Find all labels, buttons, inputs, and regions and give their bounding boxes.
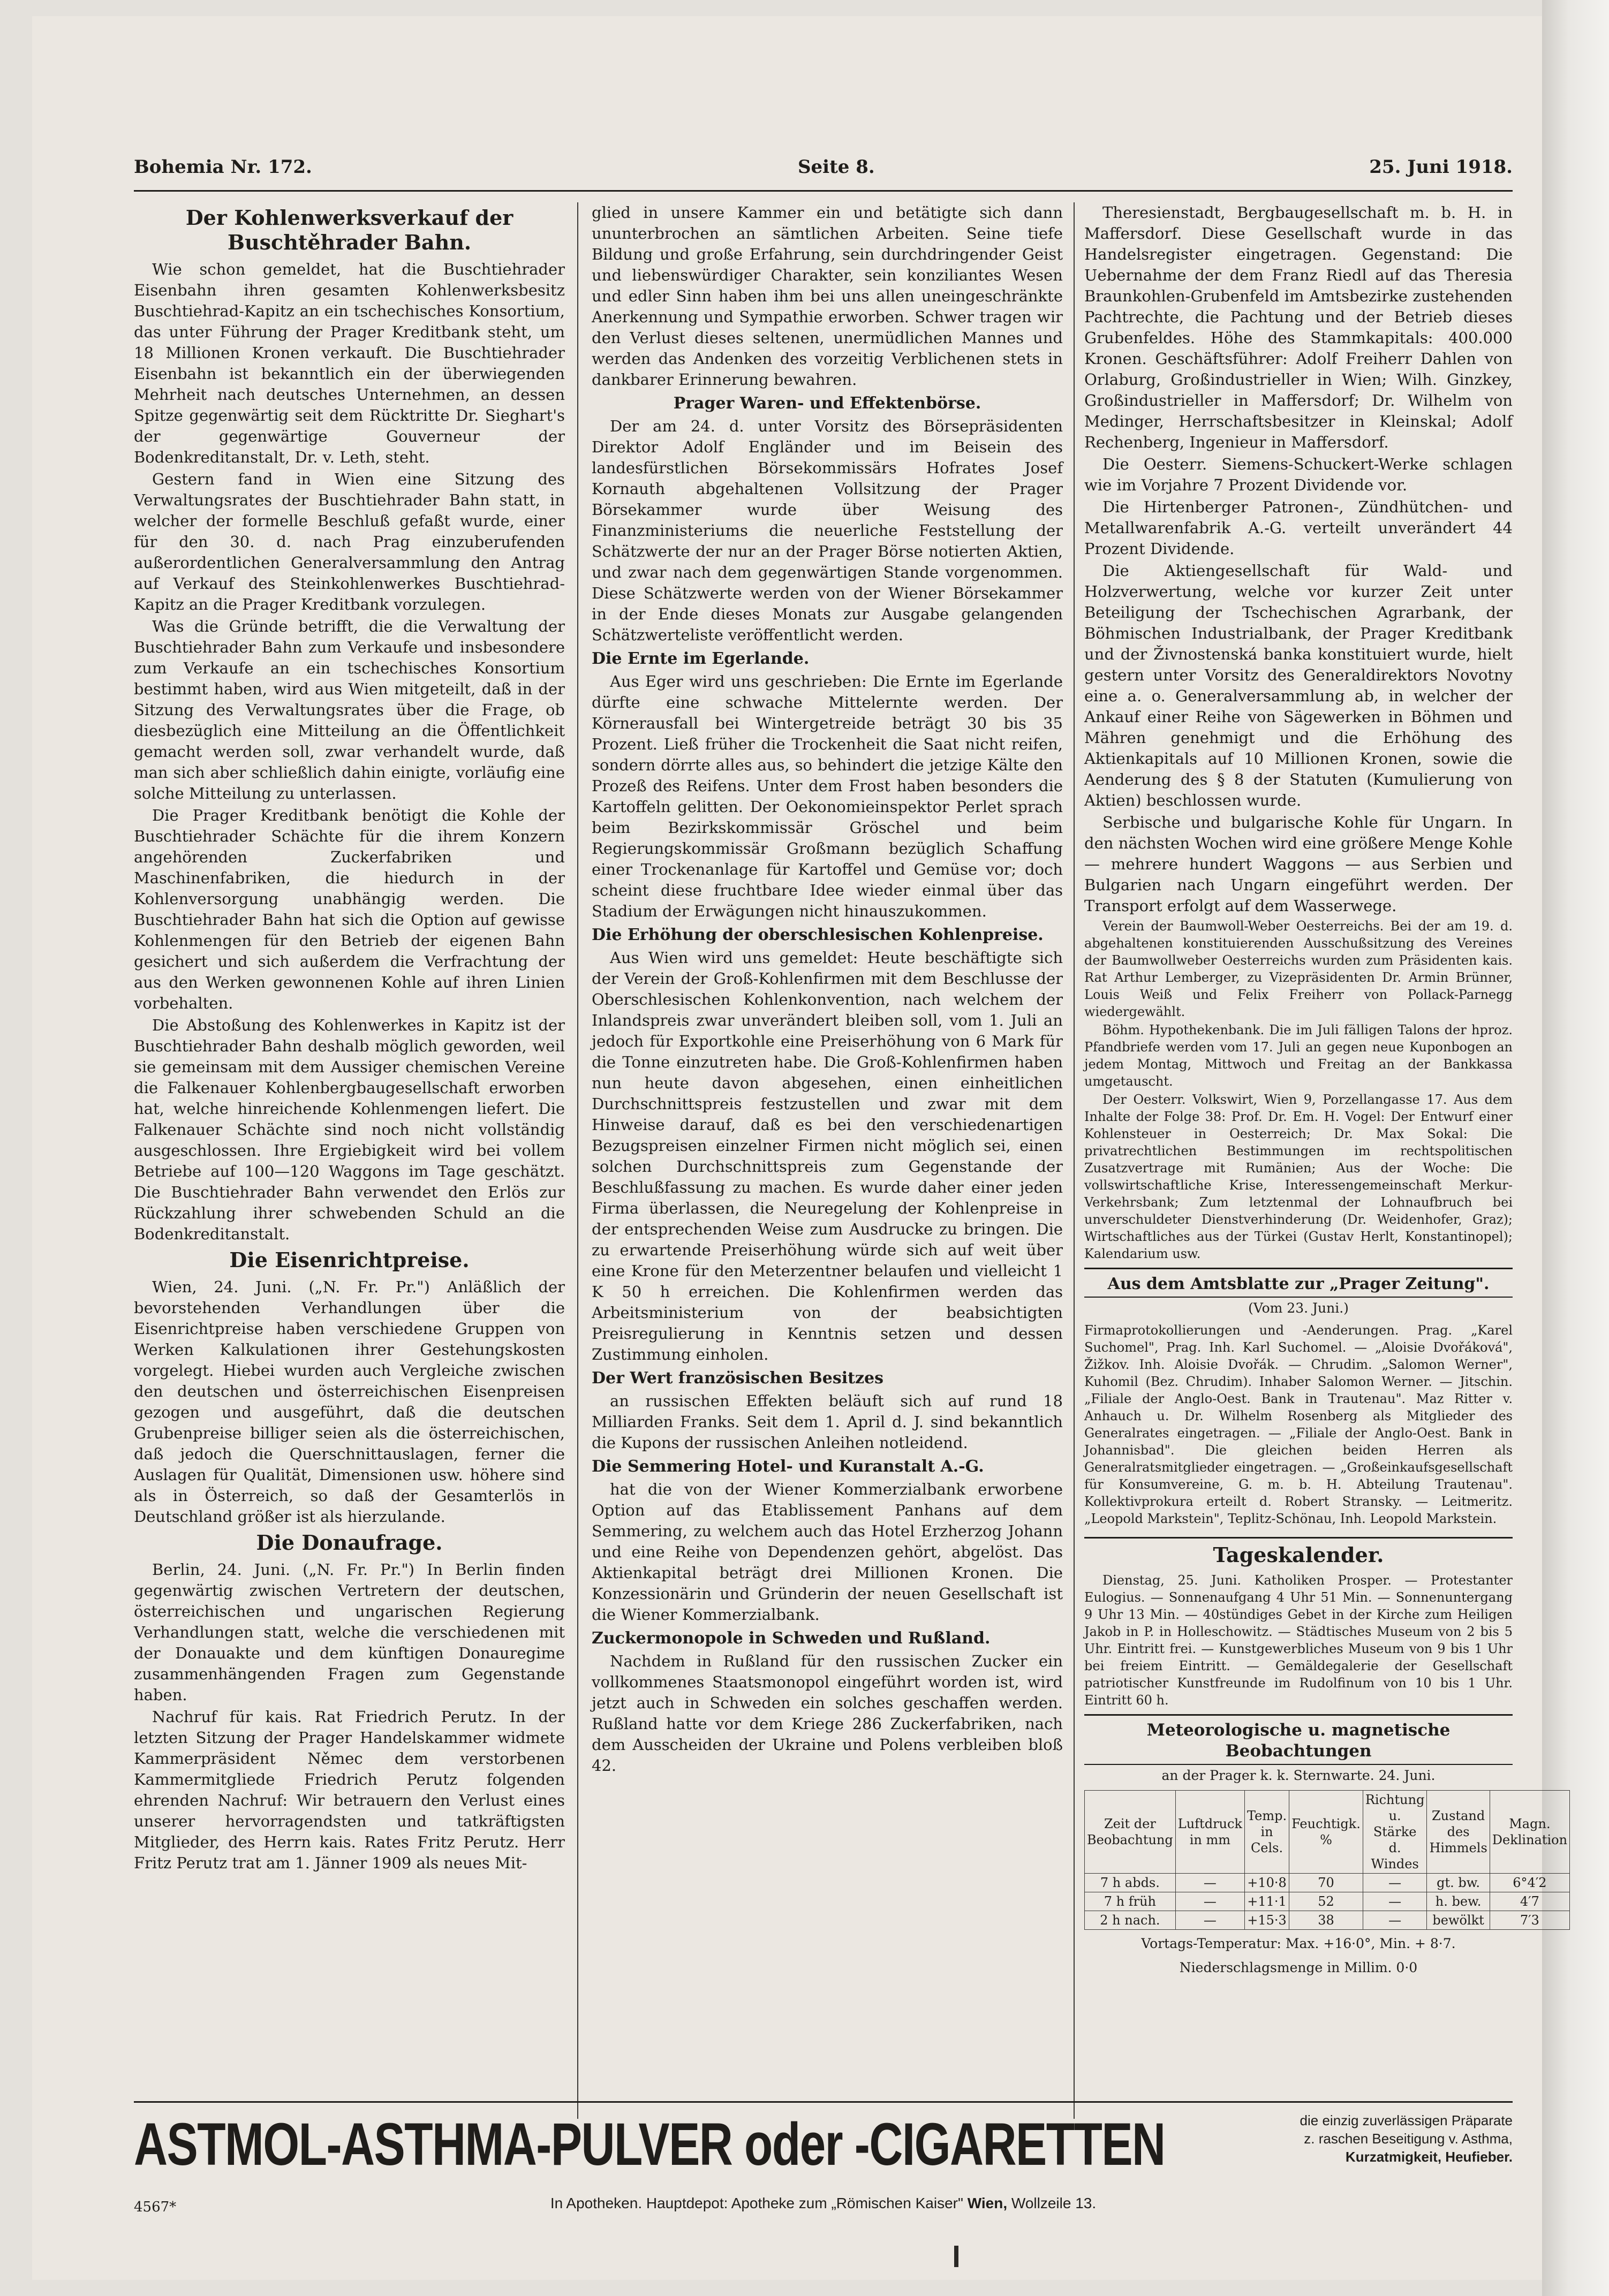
- notice-paragraph: Verein der Baumwoll-Weber Oesterreichs. Bei der am 19. d. abgehaltenen konstituierenden Ausschußsitzung des Vereines der Baumwollweber Oesterreichs wurden zum Präsidenten kais. Rat Arthur Lemberger, zu Vizepräsidenten Dr. Armin Brünner, Louis Weiß und Felix Freiherr von Pollack-Parnegg wiedergewählt.: [1084, 919, 1513, 1019]
- weather-cell: —: [1363, 1892, 1427, 1911]
- weather-cell: 7 h früh: [1085, 1892, 1176, 1911]
- article-heading: Die Erhöhung der oberschlesischen Kohlenpreise.: [592, 926, 1044, 944]
- ad-footer: [134, 2195, 1513, 2212]
- weather-row: [1085, 1874, 1570, 1892]
- ad-footer-city: Wien,: [967, 2195, 1008, 2211]
- weather-cell: 38: [1289, 1911, 1363, 1930]
- article-paragraph: glied in unsere Kammer ein und betätigte sich dann ununterbrochen an sämtlichen Arbeiten. Seine tiefe Bildung und große Erfahrung, sein durchdringender Geist und liebenswürdiger Charakter, sein konziliantes Wesen und edler Sinn haben ihm bei uns allen uneingeschränkte Anerkennung und Sympathie erworben. Schwer tragen wir den Verlust dieses seltenen, unermüdlichen Mannes und werden das Andenken des vorzeitig Verblichenen stets in dankbarer Erinnerung bewahren.: [592, 203, 1063, 389]
- weather-cell: —: [1175, 1911, 1244, 1930]
- weather-cell: 52: [1289, 1892, 1363, 1911]
- day-calendar-text: Dienstag, 25. Juni. Katholiken Prosper. — Protestanter Eulogius. — Sonnenaufgang 4 Uhr 51 Min. — Sonnenuntergang 9 Uhr 13 Min. — 40stündiges Gebet in der Kirche zum Heiligen Jakob in P. in Holleschowitz. — Städtisches Museum von 2 bis 5 Uhr. Eintritt frei. — Kunstgewerbliches Museum von 9 bis 1 Uhr bei freiem Eintritt. — Gemäldegalerie der Gesellschaft patriotischer Kunstfreunde im Rudolfinum von 10 bis 1 Uhr. Eintritt 60 h.: [1084, 1573, 1513, 1708]
- weather-cell: gt. bw.: [1427, 1874, 1490, 1892]
- header-page-number: Seite 8.: [798, 156, 875, 178]
- weather-table: [1084, 1790, 1570, 1930]
- weather-cell: 7′3: [1490, 1911, 1569, 1930]
- column-divider: [1074, 202, 1075, 2119]
- official-gazette-title: Aus dem Amtsblatte zur „Prager Zeitung".: [1084, 1268, 1513, 1298]
- column-2: [592, 202, 1063, 2119]
- header-rule: [134, 190, 1513, 192]
- ad-footer-text: In Apotheken. Hauptdepot: Apotheke zum „Römischen Kaiser": [550, 2195, 963, 2211]
- ad-footer-address: Wollzeile 13.: [1011, 2195, 1097, 2211]
- article-paragraph: Der am 24. d. unter Vorsitz des Börsepräsidenten Direktor Adolf Engländer und im Beisein des landesfürstlichen Börsekommissärs Hofrates Josef Kornauth abgehaltenen Vollsitzung der Prager Börsekammer wurde über Weisung des Finanzministeriums die neuerliche Feststellung der Schätzwerte der nur an der Prager Börse notierten Aktien, und zwar nach dem gegenwärtigen Stande vorgenommen. Diese Schätzwerte werden von der Wiener Börsekammer in der Ende dieses Monats zur Ausgabe gelangenden Schätzwerteliste veröffentlicht werden.: [592, 417, 1063, 644]
- article-title: Die Eisenrichtpreise.: [229, 1248, 470, 1272]
- column-3: [1084, 202, 1568, 2119]
- weather-header-cell: Magn. Deklination: [1490, 1791, 1569, 1874]
- article-paragraph: Die Prager Kreditbank benötigt die Kohle der Buschtiehrader Schächte für die ihrem Konzern angehörenden Zuckerfabriken und Maschinenfabriken, die hiedurch in der Kohlenversorgung unabhängig werden. Die Buschtiehrader Bahn hat sich die Option auf gewisse Kohlenmengen für den Betrieb der eigenen Bahn gesichert und sich außerdem die Verfrachtung der aus den Werken gewonnenen Kohle auf ihren Linien vorbehalten.: [134, 806, 565, 1012]
- weather-row: [1085, 1892, 1570, 1911]
- article-paragraph: Was die Gründe betrifft, die die Verwaltung der Buschtiehrader Bahn zum Verkaufe und insbesondere zum Verkaufe an ein tschechisches Konsortium bestimmt haben, wird aus Wien mitgeteilt, daß in der Sitzung des Verwaltungsrates über die Frage, ob diesbezüglich eine Mitteilung an die Öffentlichkeit gemacht werden soll, zwar verhandelt wurde, daß man sich aber schließlich dahin einigte, vorläufig eine solche Mitteilung zu unterlassen.: [134, 617, 565, 802]
- weather-header-cell: Temp. in Cels.: [1244, 1791, 1289, 1874]
- article-paragraph: Wie schon gemeldet, hat die Buschtiehrader Eisenbahn ihren gesamten Kohlenwerksbesitz Buschtiehrad-Kapitz an ein tschechisches Konsortium, das unter Führung der Prager Kreditbank steht, um 18 Millionen Kronen verkauft. Die Buschtiehrader Eisenbahn ist bekanntlich ein der überwiegenden Mehrheit nach deutsches Unternehmen, an dessen Spitze gegenwärtig seit dem Rücktritte Dr. Sieghart's der gegenwärtige Gouverneur der Bodenkreditanstalt, Dr. v. Leth, steht.: [134, 260, 565, 466]
- ad-side-line: z. raschen Beseitigung v. Asthma,: [1304, 2131, 1513, 2147]
- article-heading: Prager Waren- und Effektenbörse.: [673, 394, 981, 413]
- weather-cell: h. bew.: [1427, 1892, 1490, 1911]
- day-calendar-title: Tageskalender.: [1084, 1537, 1513, 1567]
- weather-header-cell: Zustand des Himmels: [1427, 1791, 1490, 1874]
- advertisement: [134, 2101, 1513, 2183]
- article-paragraph: Die Abstoßung des Kohlenwerkes in Kapitz ist der Buschtiehrader Bahn deshalb möglich geworden, weil sie gemeinsam mit dem Aussiger chemischen Vereine die Falkenauer Kohlenbergbaugesellschaft erworben hat, welche hinreichende Kohlenmengen liefert. Die Falkenauer Schächte sind noch nicht vollständig ausgeschlossen. Ihre Ergiebigkeit wird bei vollem Betriebe auf 100—120 Waggons im Tage geschätzt. Die Buschtiehrader Bahn verwendet den Erlös zur Rückzahlung ihrer schwebenden Schuld an die Bodenkreditanstalt.: [134, 1016, 565, 1243]
- article-paragraph: Nachruf für kais. Rat Friedrich Perutz. In der letzten Sitzung der Prager Handelskammer widmete Kammerpräsident Němec dem verstorbenen Kammermitgliede Friedrich Perutz folgenden ehrenden Nachruf: Wir betrauern den Verlust eines unserer hervorragendsten und tatkräftigsten Mitglieder, des Herrn kais. Rates Fritz Perutz. Herr Fritz Perutz trat am 1. Jänner 1909 als neues Mit-: [134, 1708, 565, 1872]
- column-1: [134, 202, 565, 2119]
- article-paragraph: an russischen Effekten beläuft sich auf rund 18 Milliarden Franks. Seit dem 1. April d. J. sind bekanntlich die Kupons der russischen Anleihen notleidend.: [592, 1392, 1063, 1452]
- weather-title: Meteorologische u. magnetische Beobachtungen: [1084, 1714, 1513, 1765]
- weather-cell: —: [1175, 1874, 1244, 1892]
- weather-cell: —: [1363, 1911, 1427, 1930]
- ad-code: 4567*: [134, 2199, 177, 2215]
- article-paragraph: Serbische und bulgarische Kohle für Ungarn. In den nächsten Wochen wird eine größere Menge Kohle — mehrere hundert Waggons — aus Serbien und Bulgarien nach Ungarn eingeführt werden. Der Transport erfolgt auf dem Wasserwege.: [1084, 813, 1513, 915]
- article-paragraph: hat die von der Wiener Kommerzialbank erworbene Option auf das Etablissement Panhans auf dem Semmering, zu welchem auch das Hotel Erzherzog Johann und eine Reihe von Dependenzen gehört, abgelöst. Das Aktienkapital beträgt drei Millionen Kronen. Die Konzessionärin und Gründerin der neuen Gesellschaft ist die Wiener Kommerzialbank.: [592, 1480, 1063, 1624]
- weather-cell: —: [1175, 1892, 1244, 1911]
- article-paragraph: Wien, 24. Juni. („N. Fr. Pr.") Anläßlich der bevorstehenden Verhandlungen über die Eisenrichtpreise haben verschiedene Gruppen von Werken Kalkulationen ihrer Gestehungskosten vorgelegt. Hiebei wurden auch Vergleiche zwischen den deutschen und österreichischen Eisenpreisen gezogen und ausgeführt, daß die deutschen Grubenpreise billiger seien als die österreichischen, daß jedoch die Querschnittauslagen, ferner die Auslagen für Qualität, Dimensionen usw. höhere sind als in Österreich, so daß der Gesamterlös in Deutschland größer ist als hierzulande.: [134, 1278, 565, 1526]
- notice-paragraph: Böhm. Hypothekenbank. Die im Juli fälligen Talons der hproz. Pfandbriefe werden vom 17. Juli an gegen neue Kuponbogen an jedem Montag, Mittwoch und Freitag an der Bankkassa umgetauscht.: [1084, 1022, 1513, 1089]
- weather-header-cell: Richtung u. Stärke d. Windes: [1363, 1791, 1427, 1874]
- weather-cell: —: [1363, 1874, 1427, 1892]
- weather-cell: 2 h nach.: [1085, 1911, 1176, 1930]
- weather-row: [1085, 1911, 1570, 1930]
- notice-paragraph: Der Oesterr. Volkswirt, Wien 9, Porzellangasse 17. Aus dem Inhalte der Folge 38: Prof. Dr. Em. H. Vogel: Der Entwurf einer Kohlensteuer in Oesterreich; Dr. Max Sokal: Die privatrechtlichen Bestimmungen im rechtspolitischen Zusatzvertrage mit Rumänien; Aus der Woche: Die vollswirtschaftliche Krise, Interessengemeinschaft Merkur-Verkehrsbank; Zum letztenmal der Lohnaufbruch bei unverschuldeter Dienstverhinderung (Dr. Weidenhofer, Graz); Wirtschaftliches aus der Türkei (Gustav Herlt, Konstantinopel); Kalendarium usw.: [1084, 1092, 1513, 1261]
- article-paragraph: Gestern fand in Wien eine Sitzung des Verwaltungsrates der Buschtiehrader Bahn statt, in welcher der formelle Beschluß gefaßt wurde, einer für den 30. d. nach Prag einzuberufenden außerordentlichen Generalversammlung den Antrag auf Verkauf des Steinkohlenwerkes Buschtiehrad-Kapitz an die Prager Kreditbank vorzulegen.: [134, 470, 565, 613]
- weather-body: [1085, 1874, 1570, 1930]
- article-paragraph: Die Hirtenberger Patronen-, Zündhütchen- und Metallwarenfabrik A.-G. verteilt unverändert 44 Prozent Dividende.: [1084, 498, 1513, 558]
- page-header: [134, 156, 1513, 188]
- official-gazette-date: (Vom 23. Juni.): [1248, 1300, 1349, 1316]
- article-paragraph: Die Aktiengesellschaft für Wald- und Holzverwertung, welche vor kurzer Zeit unter Beteiligung der Tschechischen Agrarbank, der Böhmischen Industrialbank, der Prager Kreditbank und der Živnostenská banka konstituiert wurde, hielt gestern unter Vorsitz des Generaldirektors Novotny eine a. o. Generalversammlung ab, in welcher der Ankauf einer Reihe von Sägewerken in Böhmen und Mähren genehmigt und die Erhöhung des Aktienkapitals auf 10 Millionen Kronen, sowie die Aenderung des § 8 der Statuten (Kumulierung von Aktien) beschlossen wurde.: [1084, 562, 1513, 809]
- article-paragraph: Aus Wien wird uns gemeldet: Heute beschäftigte sich der Verein der Groß-Kohlenfirmen mit dem Beschlusse der Oberschlesischen Kohlenkonvention, nach welchem der Inlandspreis zwar unverändert bleiben soll, vom 1. Juli an jedoch für Exportkohle eine Preiserhöhung von 6 Mark für die Tonne einzutreten habe. Die Groß-Kohlenfirmen haben nun heute davon abgesehen, einen einheitlichen Durchschnittspreis festzustellen und zwar mit dem Hinweise darauf, daß es bei den verschiedenartigen Bezugspreisen einzelner Firmen nicht möglich sei, einen solchen Durchschnittspreis zum Gegenstande der Beschlußfassung zu machen. Es wurde daher einer jeden Firma überlassen, die Neuregelung der Kohlenpreise in der entsprechenden Weise zum Ausdrucke zu bringen. Die zu erwartende Preiserhöhung würde sich auf weit über eine Krone für den Meterzentner belaufen und vielleicht 1 K 50 h erreichen. Die Kohlenfirmen werden das Arbeitsministerium von der beabsichtigten Preisregulierung in Kenntnis setzen und dessen Zustimmung einholen.: [592, 949, 1063, 1363]
- header-date: 25. Juni 1918.: [1369, 156, 1513, 178]
- ad-side-line: Kurzatmigkeit, Heufieber.: [1345, 2149, 1513, 2165]
- article-title: Die Donaufrage.: [256, 1530, 443, 1555]
- ink-mark: [954, 2246, 958, 2267]
- weather-header-cell: Luftdruck in mm: [1175, 1791, 1244, 1874]
- weather-cell: bewölkt: [1427, 1911, 1490, 1930]
- weather-cell: +15·3: [1244, 1911, 1289, 1930]
- ad-side-line: die einzig zuverlässigen Präparate: [1300, 2112, 1513, 2128]
- weather-subtitle: an der Prager k. k. Sternwarte. 24. Juni.: [1161, 1768, 1436, 1783]
- article-heading: Zuckermonopole in Schweden und Rußland.: [592, 1629, 991, 1648]
- weather-cell: 7 h abds.: [1085, 1874, 1176, 1892]
- weather-cell: 6°4′2: [1490, 1874, 1569, 1892]
- weather-cell: +10·8: [1244, 1874, 1289, 1892]
- article-heading: Der Wert französischen Besitzes: [592, 1369, 883, 1388]
- article-paragraph: Aus Eger wird uns geschrieben: Die Ernte im Egerlande dürfte eine schwache Mittelernte werden. Der Körnerausfall bei Wintergetreide beträgt 30 bis 35 Prozent. Ließ früher die Trockenheit die Saat nicht reifen, sondern dörrte alles aus, so behindert die jetzige Kälte den Prozeß des Reifens. Unter dem Frost haben besonders die Kartoffeln gelitten. Der Oekonomieinspektor Perlet sprach beim Bezirkskommissär Gröschel und beim Regierungskommissär Großmann bezüglich Schaffung einer Trockenanlage für Kartoffel und Gemüse vor; doch scheint diese fruchtbare Idee wieder einmal über das Stadium der Erwägungen nicht hinauszukommen.: [592, 672, 1063, 920]
- weather-header-cell: Feuchtigk. %: [1289, 1791, 1363, 1874]
- article-paragraph: Berlin, 24. Juni. („N. Fr. Pr.") In Berlin finden gegenwärtig zwischen Vertretern der deutschen, österreichischen und ungarischen Regierung Verhandlungen statt, welche die verschiedenen mit der Donauakte und dem künftigen Donauregime zusammenhängenden Fragen zum Gegenstande haben.: [134, 1560, 565, 1704]
- article-heading: Die Ernte im Egerlande.: [592, 649, 810, 668]
- weather-cell: +11·1: [1244, 1892, 1289, 1911]
- binding-gutter: [1542, 0, 1609, 2296]
- weather-footnote: Vortags-Temperatur: Max. +16·0°, Min. + 8·7.: [1141, 1936, 1456, 1951]
- header-issue: Bohemia Nr. 172.: [134, 156, 312, 178]
- article-heading: Die Semmering Hotel- und Kuranstalt A.-G.: [592, 1457, 984, 1476]
- article-paragraph: Theresienstadt, Bergbaugesellschaft m. b. H. in Maffersdorf. Diese Gesellschaft wurde in das Handelsregister eingetragen. Gegenstand: Die Uebernahme der dem Franz Riedl auf das Theresia Braunkohlen-Grubenfeld im Amtsbezirke zustehenden Pachtrechte, die Pachtung und der Betrieb dieses Grubenfeldes. Höhe des Stammkapitals: 400.000 Kronen. Geschäftsführer: Adolf Freiherr Dahlen von Orlaburg, Großindustrieller in Wien; Wilh. Ginzkey, Großindustrieller in Maffersdorf; Dr. Wilhelm von Medinger, Herrschaftsbesitzer in Kleinskal; Adolf Rechenberg, Ingenieur in Maffersdorf.: [1084, 203, 1513, 451]
- article-paragraph: Nachdem in Rußland für den russischen Zucker ein vollkommenes Staatsmonopol eingeführt worden ist, wird jetzt auch in Schweden ein solches geschaffen werden. Rußland hatte vor dem Kriege 286 Zuckerfabriken, nach dem Ausscheiden der Ukraine und Polens verbleiben bloß 42.: [592, 1652, 1063, 1775]
- official-gazette-text: Firmaprotokollierungen und -Aenderungen. Prag. „Karel Suchomel", Prag. Inh. Karl Suchomel. — „Aloisie Dvořáková", Žižkov. Inh. Aloisie Dvořák. — Chrudim. „Salomon Werner", Kuhomil (Bez. Chrudim). Inhaber Salomon Werner. — Jitschin. „Filiale der Anglo-Oest. Bank in Trautenau". Maz Ritter v. Anhauch u. Dr. Wilhelm Rosenberg als Mitglieder des Generalrates eingetragen. — „Filiale der Anglo-Oest. Bank in Johannisbad". Die gleichen beiden Herren als Generalratsmitglieder eingetragen. — „Großeinkaufsgesellschaft für Konsumvereine, G. m. b. H. Abteilung Trautenau". Kollektivprokura erteilt d. Robert Stransky. — Leitmeritz. „Leopold Markstein", Teplitz-Schönau, Inh. Leopold Markstein.: [1084, 1323, 1513, 1526]
- ad-headline: ASTMOL-ASTHMA-PULVER oder -CIGARETTEN: [134, 2111, 1165, 2178]
- weather-header-row: [1085, 1791, 1570, 1874]
- ad-side-text: [1229, 2111, 1513, 2166]
- weather-cell: 70: [1289, 1874, 1363, 1892]
- weather-header-cell: Zeit der Beobachtung: [1085, 1791, 1176, 1874]
- weather-cell: 4′7: [1490, 1892, 1569, 1911]
- article-paragraph: Die Oesterr. Siemens-Schuckert-Werke schlagen wie im Vorjahre 7 Prozent Dividende vor.: [1084, 455, 1513, 494]
- article-title: Der Kohlenwerksverkauf der Buschtěhrader Bahn.: [185, 206, 513, 254]
- column-divider: [577, 202, 578, 2119]
- weather-footnote: Niederschlagsmenge in Millim. 0·0: [1179, 1960, 1418, 1975]
